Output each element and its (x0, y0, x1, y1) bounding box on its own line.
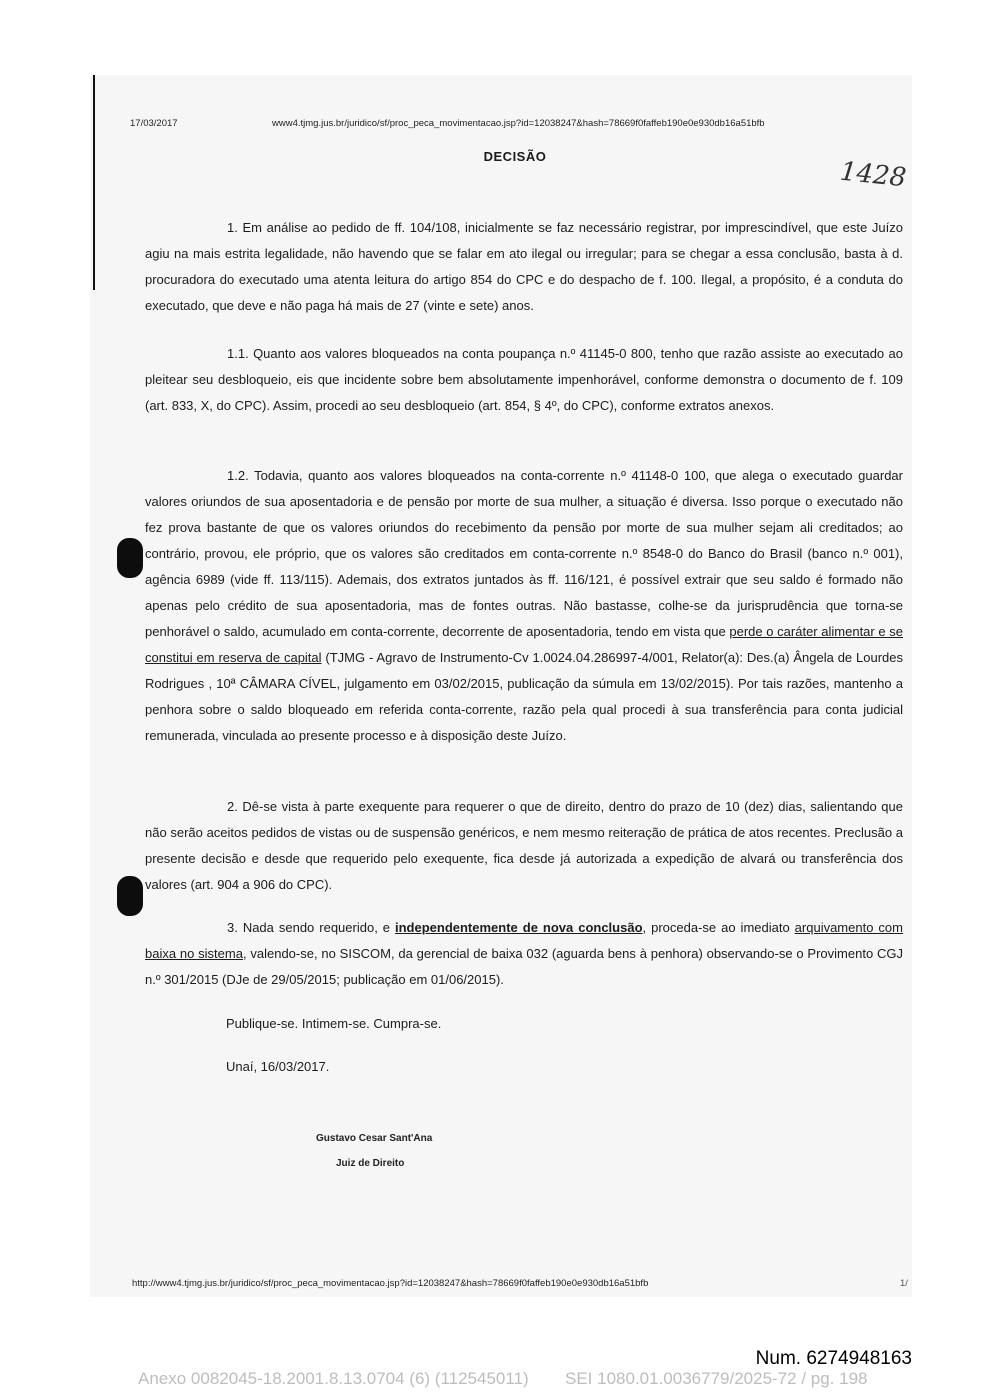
paragraph-1: 1. Em análise ao pedido de ff. 104/108, inicialmente se faz necessário registrar, por imprescindível, que este Juízo agiu na mais estrita legalidade, não havendo que se falar em ato ilegal ou irregular; para se chegar a essa conclusão, basta à d. procuradora do executado uma atenta leitura do artigo 854 do CPC e do despacho de f. 100. Ilegal, a propósito, é a conduta do executado, que deve e não paga há mais de 27 (vinte e sete) anos. (145, 220, 903, 313)
paragraph-3-text-c: , proceda-se ao imediato (642, 920, 795, 935)
signature-name: Gustavo Cesar Sant'Ana (316, 1133, 433, 1144)
paragraph-1-2 (145, 463, 903, 749)
paragraph-1-2-text-b: (TJMG - Agravo de Instrumento-Cv 1.0024.04.286997-4/001, Relator(a): Des.(a) Ângela de Lourdes Rodrigues , 10ª CÂMARA CÍVEL, julgamento em 03/02/2015, publicação da súmula em 13/02/2015). Por tais razões, mantenho a penhora sobre o saldo bloqueado em referida conta-corrente, razão pela qual procedi à sua transferência para conta judicial remunerada, vinculada ao presente processo e à disposição deste Juízo. (145, 650, 903, 743)
document-number: Num. 6274948163 (755, 1348, 912, 1369)
paragraph-3-text-a: 3. Nada sendo requerido, e (227, 920, 395, 935)
header-date: 17/03/2017 (130, 118, 178, 129)
punch-hole-bottom (117, 876, 143, 916)
signature-role: Juiz de Direito (336, 1158, 405, 1169)
header-url: www4.tjmg.jus.br/juridico/sf/proc_peca_movimentacao.jsp?id=12038247&hash=78669f0faffeb190e0e930db16a51bfb (272, 118, 765, 129)
place-date: Unaí, 16/03/2017. (226, 1059, 330, 1074)
paragraph-1-2-underlined: perde o caráter alimentar e se constitui em reserva de capital (145, 624, 903, 665)
handwritten-page-number: 1428 (838, 156, 908, 194)
paragraph-3 (145, 915, 903, 993)
sei-watermark: SEI 1080.01.0036779/2025-72 / pg. 198 (565, 1369, 868, 1388)
punch-hole-top (117, 538, 143, 578)
paragraph-1-1: 1.1. Quanto aos valores bloqueados na conta poupança n.º 41145-0 800, tenho que razão assiste ao executado ao pleitear seu desbloqueio, eis que incidente sobre bem absolutamente impenhorável, conforme demonstra o documento de f. 109 (art. 833, X, do CPC). Assim, procedi ao seu desbloqueio (art. 854, § 4º, do CPC), conforme extratos anexos. (145, 346, 903, 413)
closing-line: Publique-se. Intimem-se. Cumpra-se. (226, 1016, 442, 1031)
paragraph-1-2-text-a: 1.2. Todavia, quanto aos valores bloqueados na conta-corrente n.º 41148-0 100, que alega o executado guardar valores oriundos de sua aposentadoria e de pensão por morte de sua mulher, a situação é diversa. Isso porque o executado não fez prova bastante de que os valores oriundos do recebimento da pensão por morte de sua mulher sejam ali creditados; ao contrário, provou, ele próprio, que os valores são creditados em conta-corrente n.º 8548-0 do Banco do Brasil (banco n.º 001), agência 6989 (vide ff. 113/115). Ademais, dos extratos juntados às ff. 116/121, é possível extrair que seu saldo é formado não apenas pelo crédito de sua aposentadoria, mas de fontes outras. Não bastasse, colhe-se da jurisprudência que torna-se penhorável o saldo, acumulado em conta-corrente, decorrente de aposentadoria, tendo em vista que (145, 468, 903, 639)
paragraph-3-text-e: , valendo-se, no SISCOM, da gerencial de baixa 032 (aguarda bens à penhora) observando-se o Provimento CGJ n.º 301/2015 (DJe de 29/05/2015; publicação em 01/06/2015). (145, 946, 903, 987)
footer-page: 1/ (900, 1278, 908, 1289)
footer-url: http://www4.tjmg.jus.br/juridico/sf/proc_peca_movimentacao.jsp?id=12038247&hash=78669f0faffeb190e0e930db16a51bfb (132, 1278, 649, 1289)
paragraph-3-underlined: arquivamento com baixa no sistema (145, 920, 903, 961)
document-title: DECISÃO (483, 149, 547, 164)
page-edge-line (93, 75, 95, 290)
annex-watermark: Anexo 0082045-18.2001.8.13.0704 (6) (112545011) (138, 1369, 529, 1388)
paragraph-3-bold-underlined: independentemente de nova conclusão (394, 920, 643, 935)
paragraph-2: 2. Dê-se vista à parte exequente para requerer o que de direito, dentro do prazo de 10 (dez) dias, salientando que não serão aceitos pedidos de vistas ou de suspensão genéricos, e nem mesmo reiteração de prática de atos recentes. Preclusão a presente decisão e desde que requerido pelo exequente, fica desde já autorizada a expedição de alvará ou transferência dos valores (art. 904 a 906 do CPC). (145, 799, 903, 892)
